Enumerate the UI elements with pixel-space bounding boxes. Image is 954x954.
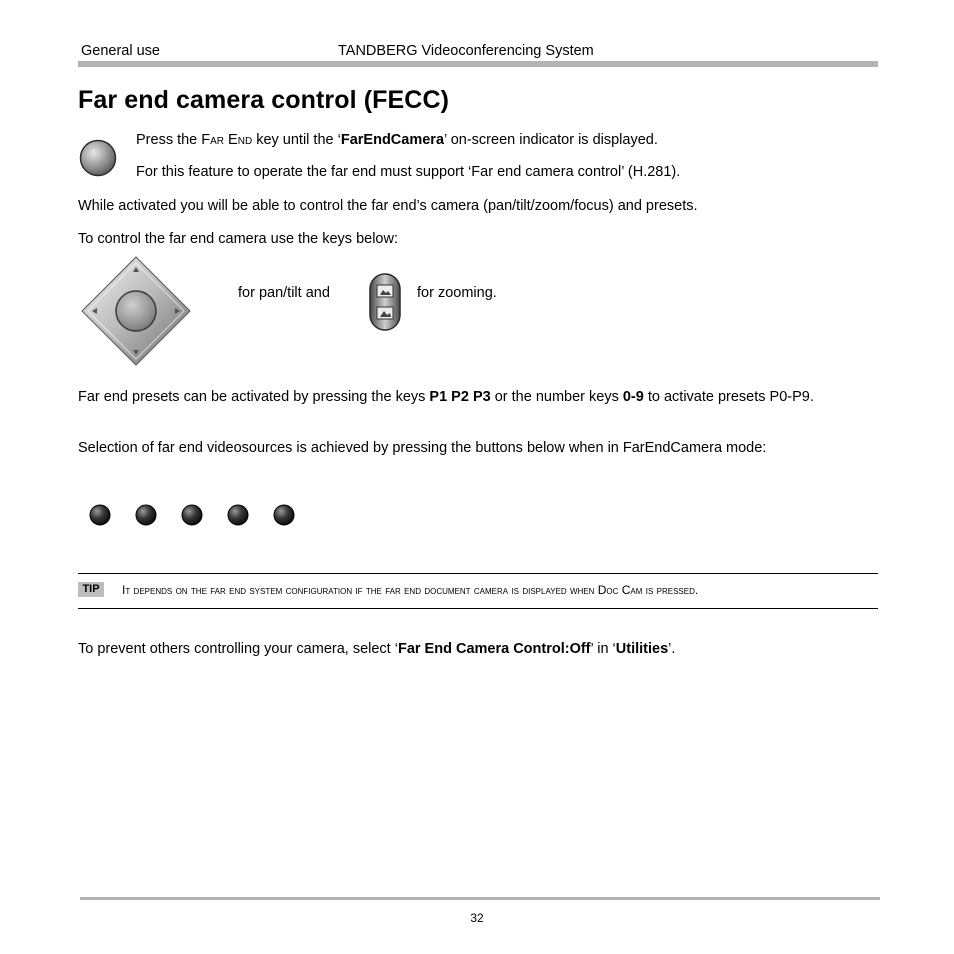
activated-text: While activated you will be able to control the far end’s camera (pan/tilt/zoom/focus) and presets. xyxy=(78,198,698,214)
video-source-button-icon xyxy=(89,504,111,526)
navigation-pad-icon xyxy=(80,255,192,367)
header-rule xyxy=(78,61,878,67)
pan-tilt-label: for pan/tilt and xyxy=(238,285,330,301)
header-doc-title: TANDBERG Videoconferencing System xyxy=(338,43,594,59)
video-source-button-icon xyxy=(181,504,203,526)
fecc-setting-name: Far End Camera Control:Off xyxy=(397,641,591,657)
control-intro-text: To control the far end camera use the keys below: xyxy=(78,231,398,247)
page-number: 32 xyxy=(470,911,484,925)
prevent-control-text: To prevent others controlling your camera, select ‘Far End Camera Control:Off’ in ‘Utilities’. xyxy=(78,641,676,657)
tip-text: It depends on the far end system configuration if the far end document camera is displayed when Doc Cam is pressed. xyxy=(122,583,699,597)
tip-top-rule xyxy=(78,573,878,574)
feature-requirement-text: For this feature to operate the far end must support ‘Far end camera control’ (H.281). xyxy=(136,164,681,180)
video-source-button-icon xyxy=(227,504,249,526)
footer-rule xyxy=(80,897,880,900)
header-section: General use xyxy=(81,43,160,59)
zoom-key-icon xyxy=(369,273,401,331)
tip-bottom-rule xyxy=(78,608,878,609)
preset-keys: P1 P2 P3 xyxy=(429,389,491,405)
indicator-name: FarEndCamera xyxy=(340,132,445,148)
tip-badge: TIP xyxy=(78,582,104,597)
video-source-selection-text: Selection of far end videosources is achieved by pressing the buttons below when in FarEndCamera mode: xyxy=(78,440,767,456)
page-title: Far end camera control (FECC) xyxy=(78,86,450,114)
video-source-button-icon xyxy=(135,504,157,526)
far-end-key-icon xyxy=(79,139,117,177)
far-end-key-name: Far End xyxy=(201,132,253,148)
utilities-menu-name: Utilities xyxy=(615,641,669,657)
doc-cam-key-name: Doc Cam xyxy=(597,583,643,597)
press-far-end-instruction: Press the Far End key until the ‘FarEndCamera’ on-screen indicator is displayed. xyxy=(136,132,658,148)
zooming-label: for zooming. xyxy=(417,285,497,301)
video-source-button-icon xyxy=(273,504,295,526)
number-keys: 0-9 xyxy=(622,389,644,405)
presets-text: Far end presets can be activated by pressing the keys P1 P2 P3 or the number keys 0-9 to activate presets P0-P9. xyxy=(78,389,814,405)
